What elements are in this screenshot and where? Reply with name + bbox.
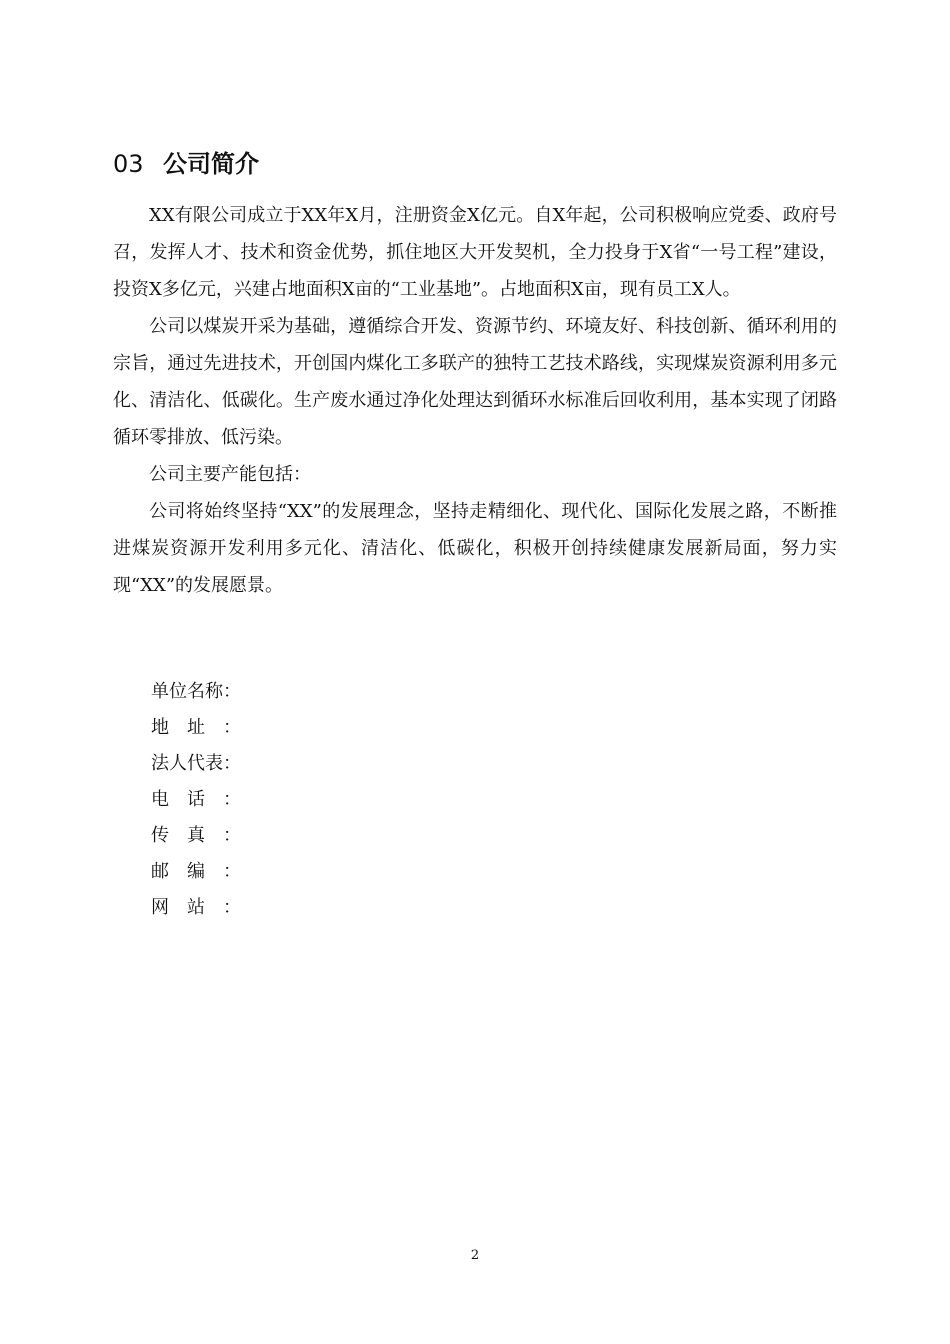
contact-label-address: 地址：: [151, 717, 241, 738]
contact-row-fax: [151, 818, 241, 854]
intro-paragraph-1: XX有限公司成立于XX年X月，注册资金X亿元。自X年起，公司积极响应党委、政府号召，发挥人才、技术和资金优势，抓住地区大开发契机，全力投身于X省“一号工程”建设，投资X多亿元，兴建占地面积X亩的“工业基地”。占地面积X亩，现有员工X人。: [113, 205, 837, 300]
contact-row-postcode: [151, 854, 241, 890]
contact-label-fax: 传真：: [151, 825, 241, 846]
contact-row-legal-rep: [151, 746, 241, 782]
contact-row-phone: [151, 782, 241, 818]
contact-label-postcode: 邮编：: [151, 861, 241, 882]
contact-label-phone: 电话：: [151, 789, 241, 810]
intro-paragraph-4: 公司将始终坚持“XX”的发展理念，坚持走精细化、现代化、国际化发展之路，不断推进煤炭资源开发利用多元化、清洁化、低碳化，积极开创持续健康发展新局面，努力实现“XX”的发展愿景。: [113, 501, 837, 596]
contact-info: [151, 674, 241, 926]
intro-paragraph-2: 公司以煤炭开采为基础，遵循综合开发、资源节约、环境友好、科技创新、循环利用的宗旨，通过先进技术，开创国内煤化工多联产的独特工艺技术路线，实现煤炭资源利用多元化、清洁化、低碳化。生产废水通过净化处理达到循环水标准后回收利用，基本实现了闭路循环零排放、低污染。: [113, 316, 837, 448]
contact-row-address: [151, 710, 241, 746]
contact-row-company-name: [151, 674, 241, 710]
contact-row-website: [151, 890, 241, 926]
page-number: 2: [470, 1248, 480, 1263]
section-heading: [113, 146, 259, 182]
company-intro-body: [113, 197, 837, 604]
section-number: 03: [113, 150, 144, 178]
contact-label-website: 网站：: [151, 897, 241, 918]
contact-label-company-name: 单位名称：: [151, 681, 241, 702]
intro-paragraph-3: 公司主要产能包括：: [149, 464, 311, 485]
section-title: 公司简介: [163, 150, 259, 178]
contact-label-legal-rep: 法人代表：: [151, 753, 241, 774]
